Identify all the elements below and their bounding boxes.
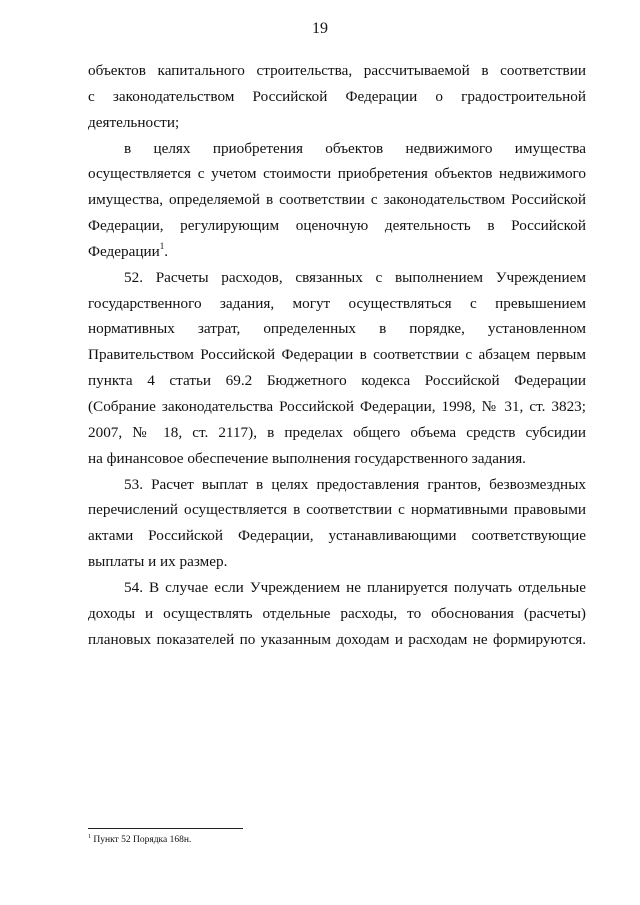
text-line (88, 84, 586, 110)
text-line-content: актами Российской Федерации, устанавливающими соответствующие (88, 527, 586, 545)
text-line-content: доходы и осуществлять отдельные расходы, то обоснования (расчеты) (88, 604, 586, 622)
text-line (88, 316, 586, 342)
text-line (88, 161, 586, 187)
text-line (88, 368, 586, 394)
text-line-content: осуществляется с учетом стоимости приобретения объектов недвижимого (88, 165, 586, 183)
text-line-content: на финансовое обеспечение выполнения государственного задания. (88, 449, 526, 467)
text-line (88, 187, 586, 213)
footnote (88, 835, 191, 845)
text-line-content: 2007, № 18, ст. 2117), в пределах общего объема средств субсидии (88, 423, 586, 441)
text-line (88, 58, 586, 84)
text-line (88, 575, 586, 601)
text-line-content: Федерации (88, 242, 160, 260)
text-line (88, 136, 586, 162)
text-line (88, 420, 586, 446)
footnote-marker: 1 (88, 833, 91, 840)
text-line (88, 265, 586, 291)
text-line-content: пункта 4 статьи 69.2 Бюджетного кодекса Российской Федерации (88, 372, 586, 390)
text-line-content: имущества, определяемой в соответствии с законодательством Российской (88, 191, 586, 209)
text-line-content: с законодательством Российской Федерации о градостроительной (88, 87, 586, 105)
text-line (88, 601, 586, 627)
text-line-content: государственного задания, могут осуществляться с превышением (88, 294, 586, 312)
text-line-content: 53. Расчет выплат в целях предоставления грантов, безвозмездных (124, 475, 586, 493)
text-line-content: выплаты и их размер. (88, 553, 228, 571)
text-line-content: Федерации, регулирующим оценочную деятельность в Российской (88, 217, 586, 235)
text-line (88, 342, 586, 368)
text-line (88, 627, 586, 653)
text-line-content: деятельности; (88, 113, 180, 131)
text-line (88, 110, 586, 136)
text-line-content: Правительством Российской Федерации в соответствии с абзацем первым (88, 346, 586, 364)
text-line (88, 523, 586, 549)
text-line-content: 54. В случае если Учреждением не планируется получать отдельные (124, 578, 586, 596)
text-line (88, 213, 586, 239)
text-line-content: перечислений осуществляется в соответствии с нормативными правовыми (88, 501, 586, 519)
text-line-content: 52. Расчеты расходов, связанных с выполнением Учреждением (124, 268, 586, 286)
text-line (88, 472, 586, 498)
text-line-tail: . (164, 242, 169, 260)
text-line (88, 549, 586, 575)
text-line (88, 239, 586, 265)
body-text (88, 58, 586, 652)
text-line-content: плановых показателей по указанным доходам и расходам не формируются. (88, 630, 586, 648)
page-number: 19 (312, 20, 328, 37)
text-line (88, 291, 586, 317)
footnote-text: Пункт 52 Порядка 168н. (91, 835, 192, 845)
text-line (88, 394, 586, 420)
text-line-content: (Собрание законодательства Российской Федерации, 1998, № 31, ст. 3823; (88, 397, 586, 415)
footnote-reference: 1 (159, 240, 165, 251)
text-line (88, 497, 586, 523)
text-line-content: нормативных затрат, определенных в порядке, установленном (88, 320, 586, 338)
text-line-content: объектов капитального строительства, рассчитываемой в соответствии (88, 62, 586, 79)
footnote-divider (88, 828, 243, 829)
text-line (88, 446, 586, 472)
text-line-content: в целях приобретения объектов недвижимого имущества (124, 139, 586, 157)
